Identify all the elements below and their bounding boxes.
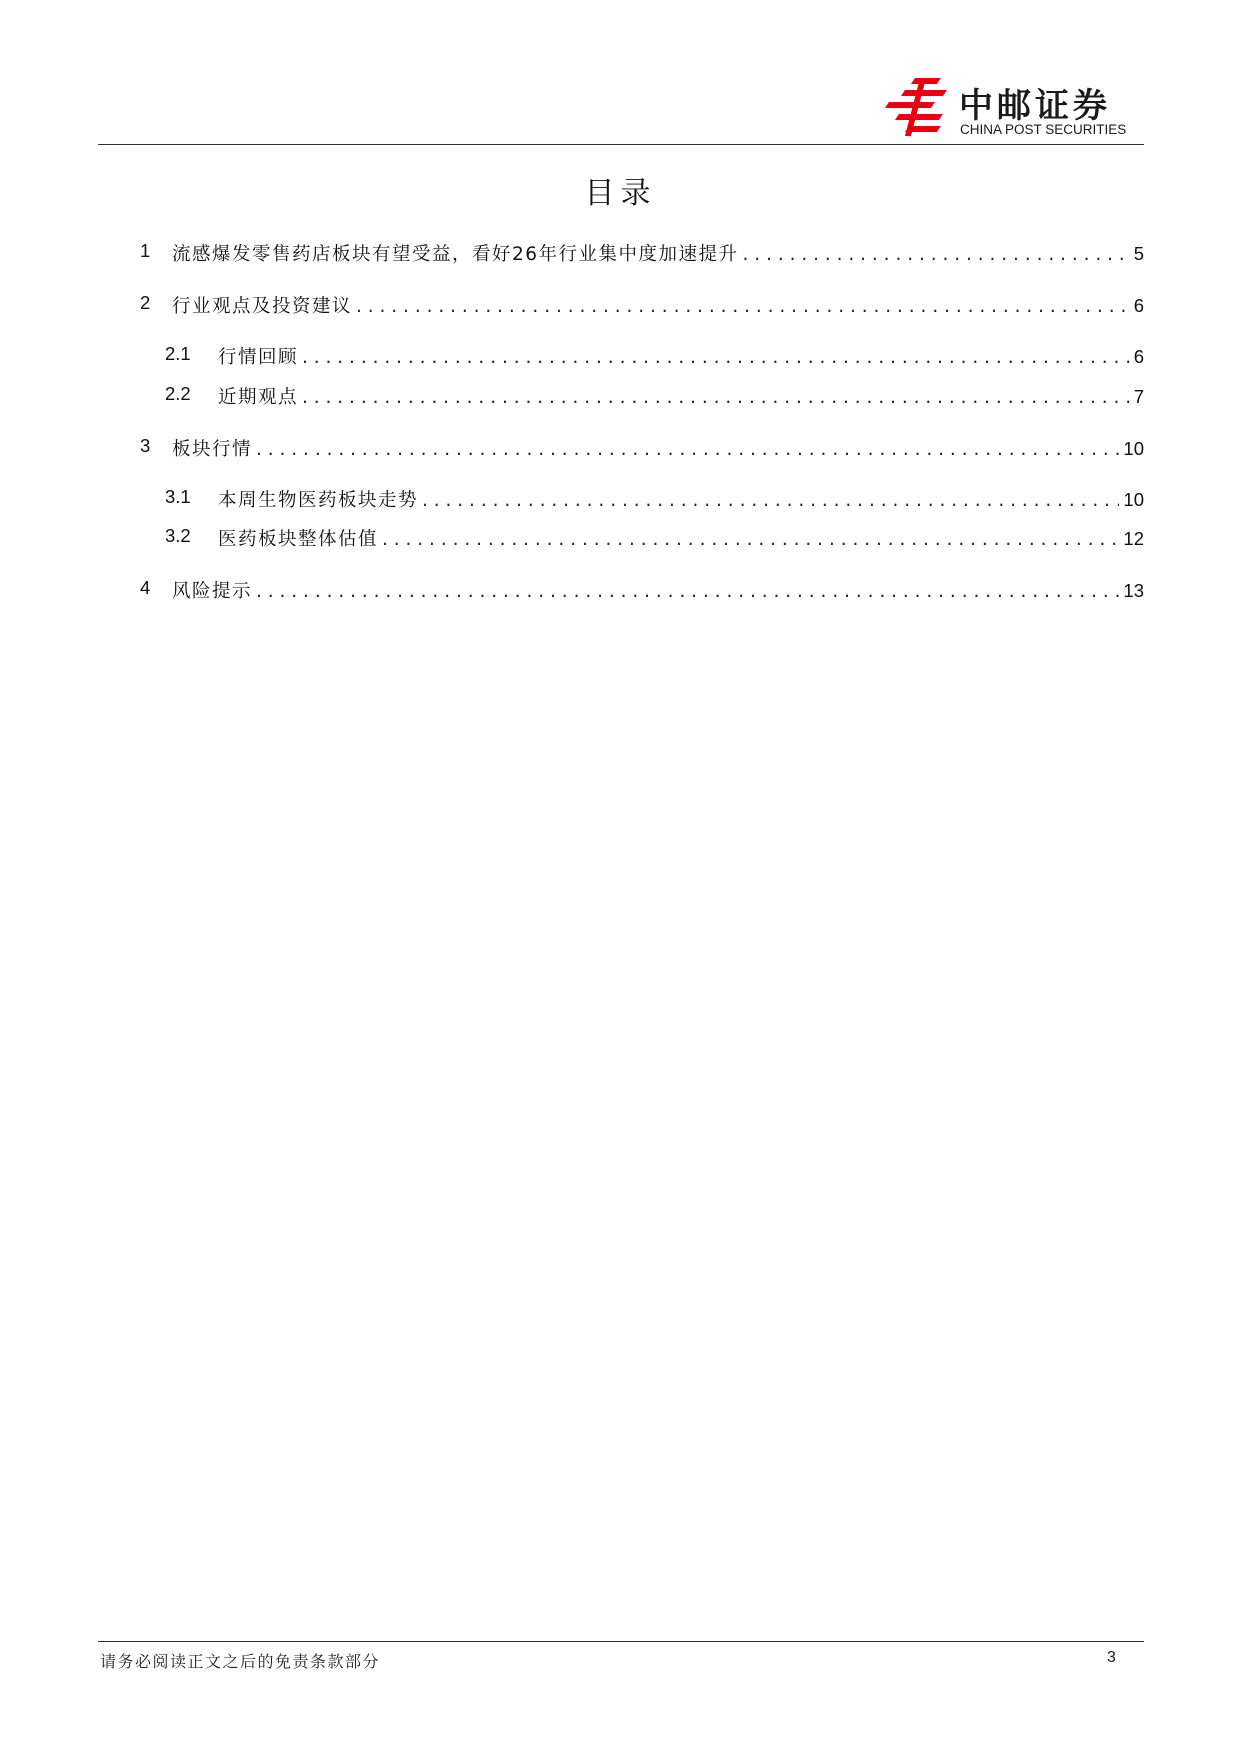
toc-entry-number: 1 bbox=[140, 240, 151, 261]
toc-entry-number: 2 bbox=[140, 292, 151, 313]
toc-entry-label: 行情回顾 bbox=[218, 347, 299, 368]
toc-entry-page: 10 bbox=[1123, 438, 1144, 459]
toc-entry-label: 医药板块整体估值 bbox=[218, 529, 379, 550]
toc-leader-dots bbox=[382, 529, 1119, 550]
toc-entry-number: 4 bbox=[140, 577, 151, 598]
toc-entry-number: 3.1 bbox=[165, 486, 191, 507]
toc-leader-dots bbox=[256, 581, 1119, 602]
toc-entry-page: 12 bbox=[1123, 528, 1144, 549]
china-post-emblem-icon bbox=[885, 76, 951, 138]
toc-entry-page: 6 bbox=[1133, 295, 1144, 316]
toc-leader-dots bbox=[302, 347, 1130, 368]
toc-entry[interactable] bbox=[0, 380, 1241, 410]
toc-leader-dots bbox=[256, 439, 1119, 460]
toc-entry[interactable] bbox=[0, 574, 1241, 604]
toc-entry-number: 3 bbox=[140, 435, 151, 456]
toc-leader-dots bbox=[302, 387, 1130, 408]
toc-entry-number: 2.1 bbox=[165, 343, 191, 364]
toc-entry-label: 板块行情 bbox=[172, 439, 253, 460]
header-divider bbox=[98, 144, 1144, 145]
logo-english-name: CHINA POST SECURITIES bbox=[960, 122, 1127, 137]
toc-entry-number: 3.2 bbox=[165, 525, 191, 546]
toc-entry-page: 7 bbox=[1133, 386, 1144, 407]
toc-entry-label: 风险提示 bbox=[172, 581, 253, 602]
toc-entry-label: 行业观点及投资建议 bbox=[172, 296, 353, 317]
toc-entry-page: 6 bbox=[1133, 346, 1144, 367]
toc-leader-dots bbox=[422, 490, 1119, 511]
toc-entry-label: 近期观点 bbox=[218, 387, 299, 408]
toc-entry[interactable] bbox=[0, 237, 1241, 267]
toc-title: 目录 bbox=[584, 176, 657, 211]
toc-entry[interactable] bbox=[0, 522, 1241, 552]
footer-divider bbox=[98, 1641, 1144, 1642]
page-number: 3 bbox=[1107, 1649, 1116, 1666]
toc-entry[interactable] bbox=[0, 432, 1241, 462]
toc-leader-dots bbox=[743, 244, 1130, 265]
toc-entry-label: 本周生物医药板块走势 bbox=[218, 490, 419, 511]
logo-chinese-name: 中邮证券 bbox=[959, 86, 1111, 126]
toc-entry[interactable] bbox=[0, 289, 1241, 319]
toc-entry[interactable] bbox=[0, 340, 1241, 370]
toc-entry-page: 5 bbox=[1133, 243, 1144, 264]
toc-entry-page: 13 bbox=[1123, 580, 1144, 601]
disclaimer-note: 请务必阅读正文之后的免责条款部分 bbox=[100, 1652, 381, 1671]
company-logo bbox=[885, 76, 1155, 142]
toc-entry-number: 2.2 bbox=[165, 383, 191, 404]
toc-entry-label: 流感爆发零售药店板块有望受益，看好26年行业集中度加速提升 bbox=[172, 244, 739, 265]
toc-entry[interactable] bbox=[0, 483, 1241, 513]
toc-entry-page: 10 bbox=[1123, 489, 1144, 510]
toc-leader-dots bbox=[356, 296, 1130, 317]
